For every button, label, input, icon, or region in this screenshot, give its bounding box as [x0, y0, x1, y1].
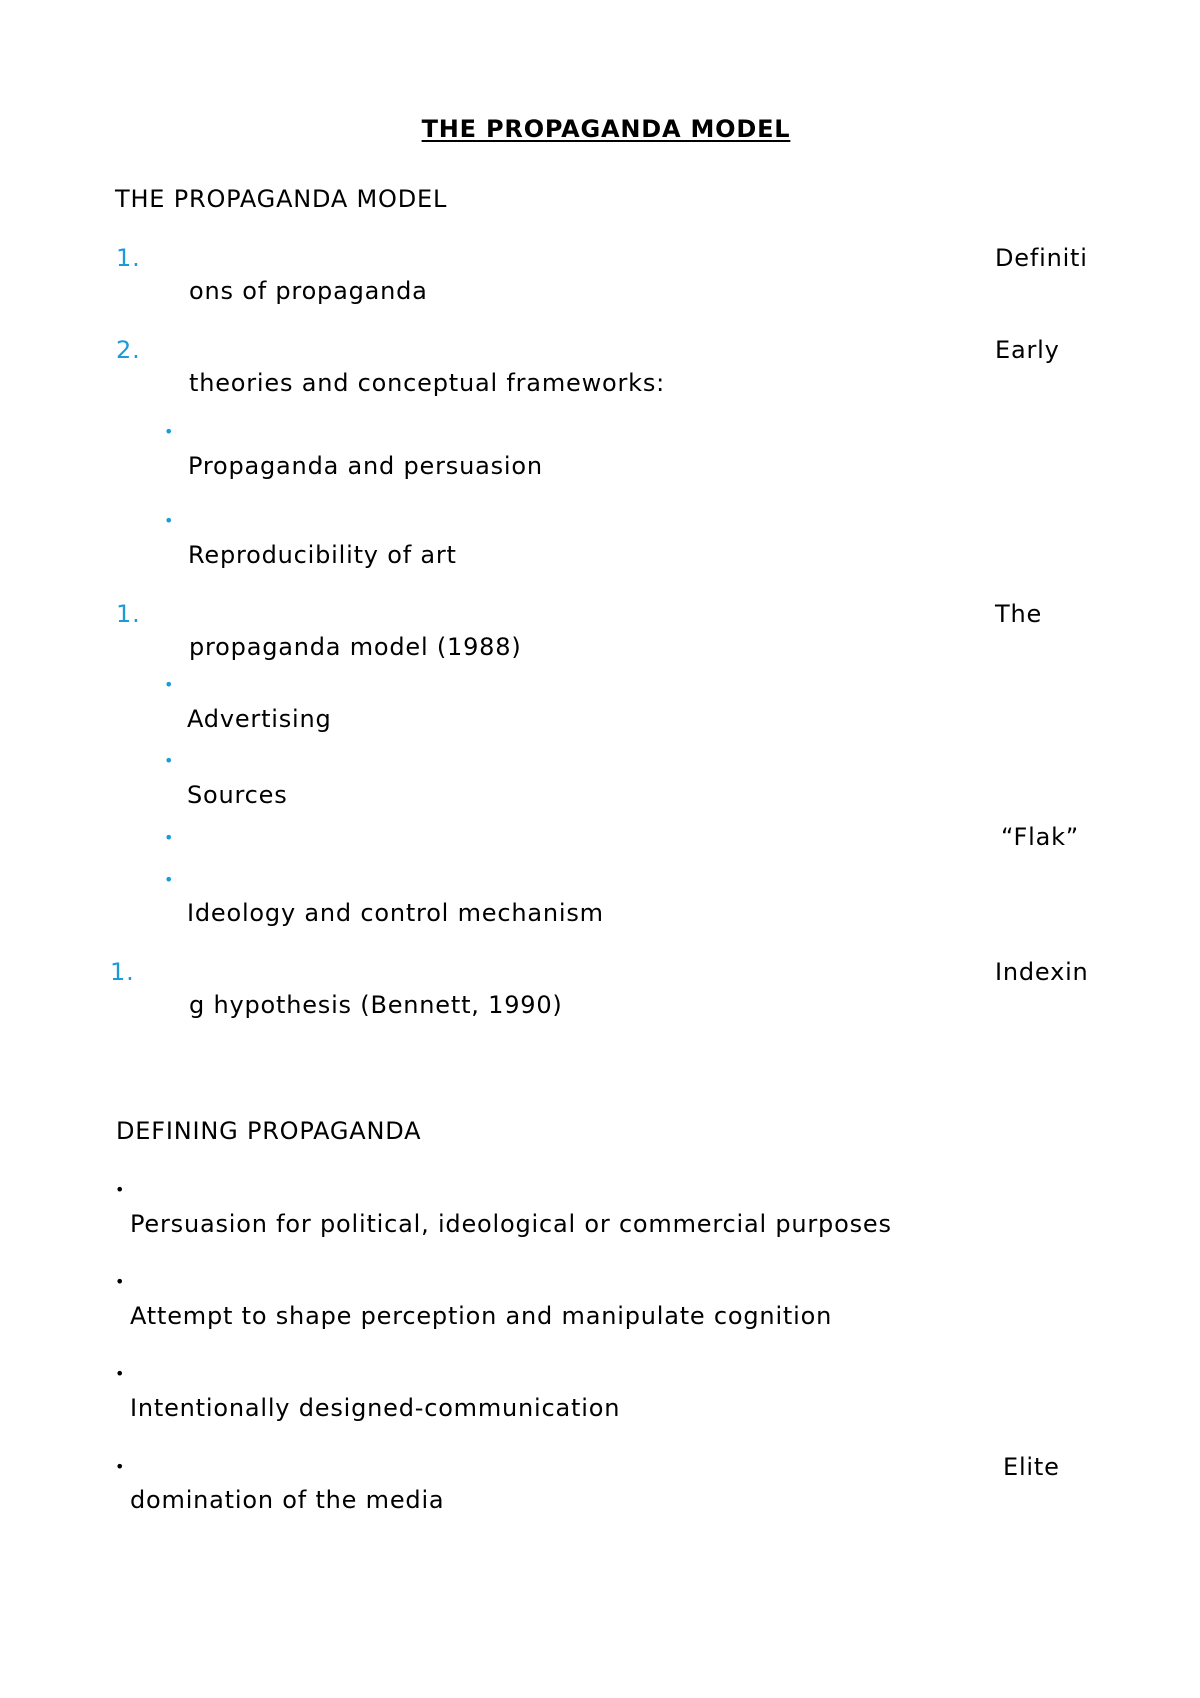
outline-item-text-rest: propaganda model (1988): [189, 633, 522, 661]
outline-item-text-rest: theories and conceptual frameworks:: [189, 369, 666, 397]
bullet-text-start: Elite: [1003, 1453, 1060, 1481]
document-title: THE PROPAGANDA MODEL: [421, 115, 791, 143]
outline-item-text-start: Early: [995, 336, 1060, 364]
bullet-text: Advertising: [187, 705, 332, 733]
outline-item-text-start: Indexin: [995, 958, 1089, 986]
section-heading: DEFINING PROPAGANDA: [116, 1117, 422, 1145]
bullet-text-rest: domination of the media: [130, 1486, 445, 1514]
list-number: 1.: [116, 600, 141, 628]
bullet-marker: •: [115, 1272, 126, 1291]
list-number: 2.: [116, 336, 141, 364]
outline-heading: THE PROPAGANDA MODEL: [115, 185, 448, 213]
bullet-marker: •: [164, 870, 175, 889]
bullet-text: Persuasion for political, ideological or commercial purposes: [130, 1210, 892, 1238]
bullet-marker: •: [115, 1457, 126, 1476]
bullet-text: Ideology and control mechanism: [187, 899, 604, 927]
bullet-marker: •: [115, 1364, 126, 1383]
list-number: 1.: [116, 244, 141, 272]
outline-item-text-start: The: [995, 600, 1043, 628]
bullet-text: Propaganda and persuasion: [188, 452, 543, 480]
bullet-text: Attempt to shape perception and manipulate cognition: [130, 1302, 833, 1330]
outline-item-text-rest: ons of propaganda: [189, 277, 428, 305]
bullet-marker: •: [164, 751, 175, 770]
outline-item-text-rest: g hypothesis (Bennett, 1990): [189, 991, 563, 1019]
bullet-marker: •: [115, 1180, 126, 1199]
bullet-marker: •: [164, 422, 175, 441]
bullet-text: Intentionally designed-communication: [130, 1394, 621, 1422]
bullet-text: “Flak”: [1001, 823, 1080, 851]
bullet-marker: •: [164, 828, 175, 847]
list-number: 1.: [110, 958, 135, 986]
bullet-text: Sources: [187, 781, 288, 809]
outline-item-text-start: Definiti: [995, 244, 1088, 272]
bullet-marker: •: [164, 675, 175, 694]
bullet-marker: •: [164, 511, 175, 530]
bullet-text: Reproducibility of art: [188, 541, 457, 569]
